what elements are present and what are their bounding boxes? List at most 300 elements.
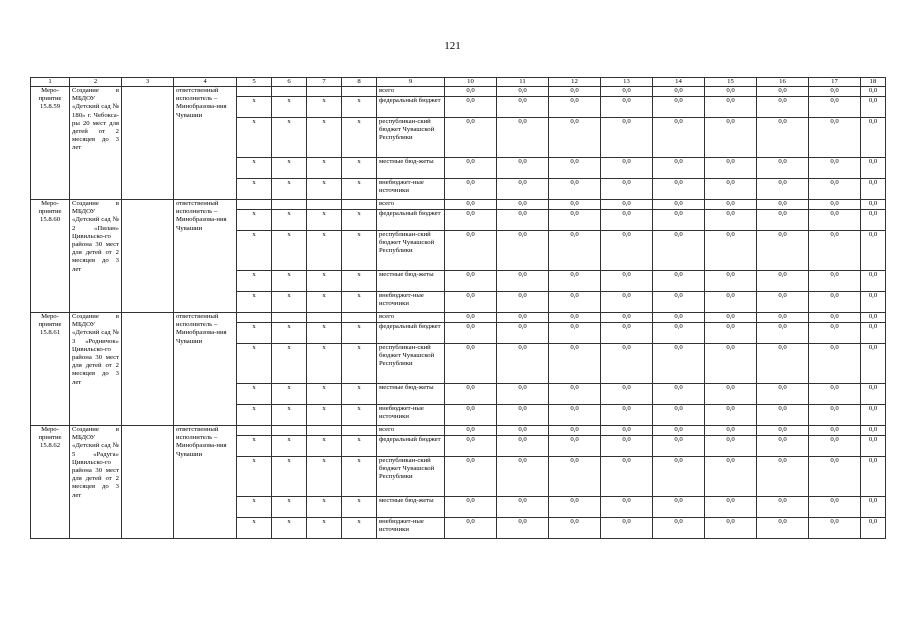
amount-cell: 0,0 (497, 323, 549, 344)
amount-cell: 0,0 (601, 118, 653, 158)
funding-source-cell: местные бюд-жеты (377, 497, 445, 518)
classification-mark-cell: x (237, 97, 272, 118)
amount-cell: 0,0 (705, 118, 757, 158)
amount-cell: 0,0 (861, 158, 886, 179)
column-number: 11 (497, 78, 549, 87)
amount-cell: 0,0 (445, 405, 497, 426)
amount-cell: 0,0 (601, 158, 653, 179)
amount-cell: 0,0 (601, 97, 653, 118)
amount-cell: 0,0 (549, 97, 601, 118)
amount-cell: 0,0 (809, 344, 861, 384)
funding-source-cell: местные бюд-жеты (377, 158, 445, 179)
classification-mark-cell: x (307, 344, 342, 384)
executor-cell: ответственный исполнитель – Минобразова-ния Чувашии (174, 426, 237, 539)
classification-mark-cell (307, 200, 342, 210)
amount-cell: 0,0 (809, 457, 861, 497)
classification-mark-cell: x (307, 497, 342, 518)
classification-mark-cell: x (342, 179, 377, 200)
classification-mark-cell: x (272, 518, 307, 539)
amount-cell: 0,0 (497, 231, 549, 271)
classification-mark-cell: x (307, 231, 342, 271)
amount-cell: 0,0 (601, 497, 653, 518)
amount-cell: 0,0 (445, 313, 497, 323)
amount-cell: 0,0 (861, 323, 886, 344)
amount-cell: 0,0 (653, 405, 705, 426)
amount-cell: 0,0 (549, 210, 601, 231)
amount-cell: 0,0 (601, 457, 653, 497)
classification-mark-cell: x (272, 436, 307, 457)
classification-mark-cell: x (307, 179, 342, 200)
classification-mark-cell: x (342, 457, 377, 497)
amount-cell: 0,0 (861, 457, 886, 497)
classification-mark-cell: x (307, 323, 342, 344)
amount-cell: 0,0 (705, 405, 757, 426)
classification-mark-cell (342, 87, 377, 97)
amount-cell: 0,0 (601, 200, 653, 210)
amount-cell: 0,0 (601, 436, 653, 457)
classification-mark-cell: x (307, 405, 342, 426)
funding-source-cell: всего (377, 87, 445, 97)
executor-cell: ответственный исполнитель – Минобразова-ния Чувашии (174, 87, 237, 200)
amount-cell: 0,0 (497, 271, 549, 292)
amount-cell: 0,0 (705, 179, 757, 200)
amount-cell: 0,0 (809, 518, 861, 539)
measure-description-cell: Создание в МБДОУ «Детский сад № 3 «Родничок» Цивильско-го района 30 мест для детей от 2 месяцев до 3 лет (70, 313, 122, 426)
amount-cell: 0,0 (601, 405, 653, 426)
amount-cell: 0,0 (757, 344, 809, 384)
amount-cell: 0,0 (809, 405, 861, 426)
classification-mark-cell: x (237, 384, 272, 405)
classification-mark-cell: x (272, 457, 307, 497)
amount-cell: 0,0 (497, 97, 549, 118)
amount-cell: 0,0 (653, 292, 705, 313)
amount-cell: 0,0 (497, 518, 549, 539)
amount-cell: 0,0 (653, 344, 705, 384)
classification-mark-cell: x (237, 271, 272, 292)
amount-cell: 0,0 (809, 97, 861, 118)
funding-source-cell: федеральный бюджет (377, 323, 445, 344)
funding-source-cell: внебюджет-ные источники (377, 179, 445, 200)
amount-cell: 0,0 (705, 87, 757, 97)
classification-mark-cell: x (237, 118, 272, 158)
amount-cell: 0,0 (809, 179, 861, 200)
amount-cell: 0,0 (705, 344, 757, 384)
amount-cell: 0,0 (705, 323, 757, 344)
amount-cell: 0,0 (445, 271, 497, 292)
amount-cell: 0,0 (861, 231, 886, 271)
amount-cell: 0,0 (861, 426, 886, 436)
classification-mark-cell (272, 426, 307, 436)
amount-cell: 0,0 (757, 210, 809, 231)
amount-cell: 0,0 (445, 436, 497, 457)
column-number: 9 (377, 78, 445, 87)
column-number: 5 (237, 78, 272, 87)
amount-cell: 0,0 (497, 405, 549, 426)
classification-mark-cell (272, 87, 307, 97)
amount-cell: 0,0 (445, 518, 497, 539)
classification-mark-cell: x (237, 405, 272, 426)
funding-source-cell: республикан-ский бюджет Чувашской Республики (377, 231, 445, 271)
amount-cell: 0,0 (549, 231, 601, 271)
amount-cell: 0,0 (497, 210, 549, 231)
amount-cell: 0,0 (549, 292, 601, 313)
classification-mark-cell: x (342, 231, 377, 271)
amount-cell: 0,0 (653, 384, 705, 405)
amount-cell: 0,0 (653, 313, 705, 323)
amount-cell: 0,0 (861, 87, 886, 97)
amount-cell: 0,0 (705, 457, 757, 497)
amount-cell: 0,0 (601, 179, 653, 200)
column-number-row (31, 78, 886, 87)
classification-mark-cell: x (342, 384, 377, 405)
classification-mark-cell: x (237, 323, 272, 344)
classification-mark-cell (307, 313, 342, 323)
amount-cell: 0,0 (861, 200, 886, 210)
empty-cell (122, 313, 174, 426)
table-row (31, 200, 886, 210)
table-row (31, 313, 886, 323)
amount-cell: 0,0 (861, 97, 886, 118)
amount-cell: 0,0 (497, 292, 549, 313)
classification-mark-cell (342, 200, 377, 210)
table-row (31, 87, 886, 97)
amount-cell: 0,0 (705, 200, 757, 210)
funding-source-cell: всего (377, 426, 445, 436)
classification-mark-cell (272, 200, 307, 210)
amount-cell: 0,0 (549, 405, 601, 426)
amount-cell: 0,0 (757, 497, 809, 518)
amount-cell: 0,0 (445, 231, 497, 271)
funding-source-cell: всего (377, 200, 445, 210)
funding-source-cell: республикан-ский бюджет Чувашской Республики (377, 118, 445, 158)
amount-cell: 0,0 (653, 518, 705, 539)
amount-cell: 0,0 (861, 271, 886, 292)
amount-cell: 0,0 (809, 292, 861, 313)
measure-id-cell: Меро- приятие 15.8.62 (31, 426, 70, 539)
classification-mark-cell: x (272, 497, 307, 518)
amount-cell: 0,0 (549, 200, 601, 210)
amount-cell: 0,0 (445, 497, 497, 518)
classification-mark-cell: x (272, 271, 307, 292)
classification-mark-cell: x (307, 436, 342, 457)
column-number: 18 (861, 78, 886, 87)
amount-cell: 0,0 (549, 118, 601, 158)
measure-id-cell: Меро- приятие 15.8.60 (31, 200, 70, 313)
amount-cell: 0,0 (549, 344, 601, 384)
amount-cell: 0,0 (705, 426, 757, 436)
amount-cell: 0,0 (445, 200, 497, 210)
classification-mark-cell (307, 87, 342, 97)
amount-cell: 0,0 (861, 384, 886, 405)
funding-source-cell: всего (377, 313, 445, 323)
amount-cell: 0,0 (705, 158, 757, 179)
program-table (30, 77, 886, 539)
empty-cell (122, 200, 174, 313)
classification-mark-cell: x (342, 405, 377, 426)
amount-cell: 0,0 (861, 436, 886, 457)
amount-cell: 0,0 (705, 292, 757, 313)
column-number: 8 (342, 78, 377, 87)
funding-source-cell: федеральный бюджет (377, 210, 445, 231)
amount-cell: 0,0 (757, 436, 809, 457)
amount-cell: 0,0 (653, 97, 705, 118)
measure-id-cell: Меро- приятие 15.8.59 (31, 87, 70, 200)
column-number: 15 (705, 78, 757, 87)
amount-cell: 0,0 (653, 210, 705, 231)
classification-mark-cell (237, 313, 272, 323)
amount-cell: 0,0 (445, 344, 497, 384)
amount-cell: 0,0 (445, 426, 497, 436)
amount-cell: 0,0 (757, 231, 809, 271)
amount-cell: 0,0 (653, 200, 705, 210)
amount-cell: 0,0 (601, 271, 653, 292)
amount-cell: 0,0 (549, 158, 601, 179)
amount-cell: 0,0 (601, 210, 653, 231)
classification-mark-cell (237, 200, 272, 210)
classification-mark-cell: x (237, 344, 272, 384)
measure-description-cell: Создание в МБДОУ «Детский сад № 2 «Пилан» Цивильско-го района 30 мест для детей от 2 месяцев до 3 лет (70, 200, 122, 313)
column-number: 16 (757, 78, 809, 87)
empty-cell (122, 87, 174, 200)
amount-cell: 0,0 (757, 179, 809, 200)
executor-cell: ответственный исполнитель – Минобразова-ния Чувашии (174, 313, 237, 426)
amount-cell: 0,0 (757, 426, 809, 436)
amount-cell: 0,0 (601, 323, 653, 344)
amount-cell: 0,0 (445, 210, 497, 231)
classification-mark-cell: x (342, 210, 377, 231)
amount-cell: 0,0 (445, 457, 497, 497)
amount-cell: 0,0 (809, 200, 861, 210)
column-number: 12 (549, 78, 601, 87)
amount-cell: 0,0 (497, 200, 549, 210)
classification-mark-cell: x (237, 158, 272, 179)
amount-cell: 0,0 (653, 179, 705, 200)
amount-cell: 0,0 (497, 384, 549, 405)
amount-cell: 0,0 (549, 384, 601, 405)
classification-mark-cell: x (272, 97, 307, 118)
classification-mark-cell: x (272, 323, 307, 344)
amount-cell: 0,0 (653, 158, 705, 179)
amount-cell: 0,0 (445, 118, 497, 158)
amount-cell: 0,0 (861, 497, 886, 518)
column-number: 4 (174, 78, 237, 87)
amount-cell: 0,0 (445, 179, 497, 200)
classification-mark-cell: x (307, 210, 342, 231)
amount-cell: 0,0 (497, 179, 549, 200)
funding-source-cell: местные бюд-жеты (377, 271, 445, 292)
amount-cell: 0,0 (601, 426, 653, 436)
amount-cell: 0,0 (705, 436, 757, 457)
amount-cell: 0,0 (653, 436, 705, 457)
column-number: 1 (31, 78, 70, 87)
amount-cell: 0,0 (549, 497, 601, 518)
amount-cell: 0,0 (809, 271, 861, 292)
amount-cell: 0,0 (757, 323, 809, 344)
empty-cell (122, 426, 174, 539)
classification-mark-cell (237, 87, 272, 97)
amount-cell: 0,0 (653, 271, 705, 292)
classification-mark-cell: x (342, 292, 377, 313)
column-number: 13 (601, 78, 653, 87)
amount-cell: 0,0 (705, 518, 757, 539)
amount-cell: 0,0 (497, 313, 549, 323)
amount-cell: 0,0 (653, 457, 705, 497)
amount-cell: 0,0 (705, 231, 757, 271)
amount-cell: 0,0 (653, 497, 705, 518)
classification-mark-cell: x (272, 384, 307, 405)
funding-source-cell: республикан-ский бюджет Чувашской Республики (377, 344, 445, 384)
amount-cell: 0,0 (809, 87, 861, 97)
classification-mark-cell: x (237, 497, 272, 518)
classification-mark-cell: x (307, 384, 342, 405)
amount-cell: 0,0 (861, 405, 886, 426)
classification-mark-cell (237, 426, 272, 436)
classification-mark-cell: x (307, 158, 342, 179)
amount-cell: 0,0 (497, 497, 549, 518)
funding-source-cell: внебюджет-ные источники (377, 405, 445, 426)
amount-cell: 0,0 (809, 384, 861, 405)
classification-mark-cell: x (342, 436, 377, 457)
classification-mark-cell: x (237, 518, 272, 539)
amount-cell: 0,0 (705, 271, 757, 292)
amount-cell: 0,0 (757, 313, 809, 323)
amount-cell: 0,0 (601, 384, 653, 405)
amount-cell: 0,0 (809, 231, 861, 271)
classification-mark-cell: x (307, 457, 342, 497)
classification-mark-cell: x (237, 179, 272, 200)
amount-cell: 0,0 (601, 518, 653, 539)
classification-mark-cell: x (307, 271, 342, 292)
classification-mark-cell (272, 313, 307, 323)
amount-cell: 0,0 (497, 457, 549, 497)
amount-cell: 0,0 (705, 210, 757, 231)
amount-cell: 0,0 (653, 118, 705, 158)
classification-mark-cell (307, 426, 342, 436)
amount-cell: 0,0 (705, 313, 757, 323)
amount-cell: 0,0 (861, 313, 886, 323)
amount-cell: 0,0 (757, 87, 809, 97)
amount-cell: 0,0 (653, 426, 705, 436)
classification-mark-cell: x (342, 118, 377, 158)
amount-cell: 0,0 (861, 344, 886, 384)
amount-cell: 0,0 (809, 426, 861, 436)
amount-cell: 0,0 (601, 231, 653, 271)
column-number: 3 (122, 78, 174, 87)
classification-mark-cell (342, 313, 377, 323)
amount-cell: 0,0 (445, 158, 497, 179)
amount-cell: 0,0 (445, 323, 497, 344)
amount-cell: 0,0 (653, 231, 705, 271)
amount-cell: 0,0 (549, 436, 601, 457)
amount-cell: 0,0 (861, 292, 886, 313)
amount-cell: 0,0 (705, 384, 757, 405)
amount-cell: 0,0 (497, 87, 549, 97)
amount-cell: 0,0 (445, 384, 497, 405)
funding-source-cell: внебюджет-ные источники (377, 518, 445, 539)
classification-mark-cell: x (342, 344, 377, 384)
amount-cell: 0,0 (757, 384, 809, 405)
amount-cell: 0,0 (809, 436, 861, 457)
amount-cell: 0,0 (757, 158, 809, 179)
classification-mark-cell: x (237, 231, 272, 271)
amount-cell: 0,0 (757, 200, 809, 210)
amount-cell: 0,0 (809, 497, 861, 518)
classification-mark-cell: x (237, 210, 272, 231)
amount-cell: 0,0 (809, 313, 861, 323)
amount-cell: 0,0 (757, 292, 809, 313)
classification-mark-cell: x (272, 210, 307, 231)
amount-cell: 0,0 (445, 292, 497, 313)
amount-cell: 0,0 (549, 323, 601, 344)
measure-description-cell: Создание в МБДОУ «Детский сад № 5 «Радуга» Цивильско-го района 30 мест для детей от 2 месяцев до 3 лет (70, 426, 122, 539)
amount-cell: 0,0 (809, 118, 861, 158)
classification-mark-cell: x (237, 457, 272, 497)
classification-mark-cell: x (272, 179, 307, 200)
amount-cell: 0,0 (861, 210, 886, 231)
amount-cell: 0,0 (497, 158, 549, 179)
amount-cell: 0,0 (861, 179, 886, 200)
column-number: 2 (70, 78, 122, 87)
amount-cell: 0,0 (549, 179, 601, 200)
classification-mark-cell: x (272, 292, 307, 313)
classification-mark-cell: x (237, 436, 272, 457)
amount-cell: 0,0 (549, 313, 601, 323)
amount-cell: 0,0 (445, 97, 497, 118)
classification-mark-cell: x (307, 97, 342, 118)
classification-mark-cell (342, 426, 377, 436)
amount-cell: 0,0 (497, 426, 549, 436)
amount-cell: 0,0 (705, 97, 757, 118)
amount-cell: 0,0 (601, 313, 653, 323)
amount-cell: 0,0 (809, 210, 861, 231)
amount-cell: 0,0 (809, 158, 861, 179)
classification-mark-cell: x (342, 271, 377, 292)
table-row (31, 426, 886, 436)
measure-description-cell: Создание в МБДОУ «Детский сад № 180» г. Чебокса-ры 20 мест для детей от 2 месяцев до 3 лет (70, 87, 122, 200)
amount-cell: 0,0 (757, 518, 809, 539)
amount-cell: 0,0 (653, 87, 705, 97)
classification-mark-cell: x (272, 118, 307, 158)
classification-mark-cell: x (342, 497, 377, 518)
classification-mark-cell: x (272, 158, 307, 179)
amount-cell: 0,0 (809, 323, 861, 344)
amount-cell: 0,0 (601, 292, 653, 313)
amount-cell: 0,0 (757, 405, 809, 426)
classification-mark-cell: x (307, 118, 342, 158)
funding-source-cell: федеральный бюджет (377, 436, 445, 457)
classification-mark-cell: x (342, 518, 377, 539)
column-number: 7 (307, 78, 342, 87)
amount-cell: 0,0 (861, 118, 886, 158)
amount-cell: 0,0 (601, 87, 653, 97)
funding-source-cell: федеральный бюджет (377, 97, 445, 118)
amount-cell: 0,0 (757, 271, 809, 292)
classification-mark-cell: x (342, 323, 377, 344)
column-number: 10 (445, 78, 497, 87)
amount-cell: 0,0 (549, 271, 601, 292)
amount-cell: 0,0 (757, 457, 809, 497)
amount-cell: 0,0 (861, 518, 886, 539)
page-number: 121 (444, 40, 461, 52)
amount-cell: 0,0 (757, 97, 809, 118)
amount-cell: 0,0 (549, 426, 601, 436)
amount-cell: 0,0 (653, 323, 705, 344)
amount-cell: 0,0 (549, 87, 601, 97)
amount-cell: 0,0 (445, 87, 497, 97)
funding-source-cell: внебюджет-ные источники (377, 292, 445, 313)
classification-mark-cell: x (342, 158, 377, 179)
column-number: 14 (653, 78, 705, 87)
